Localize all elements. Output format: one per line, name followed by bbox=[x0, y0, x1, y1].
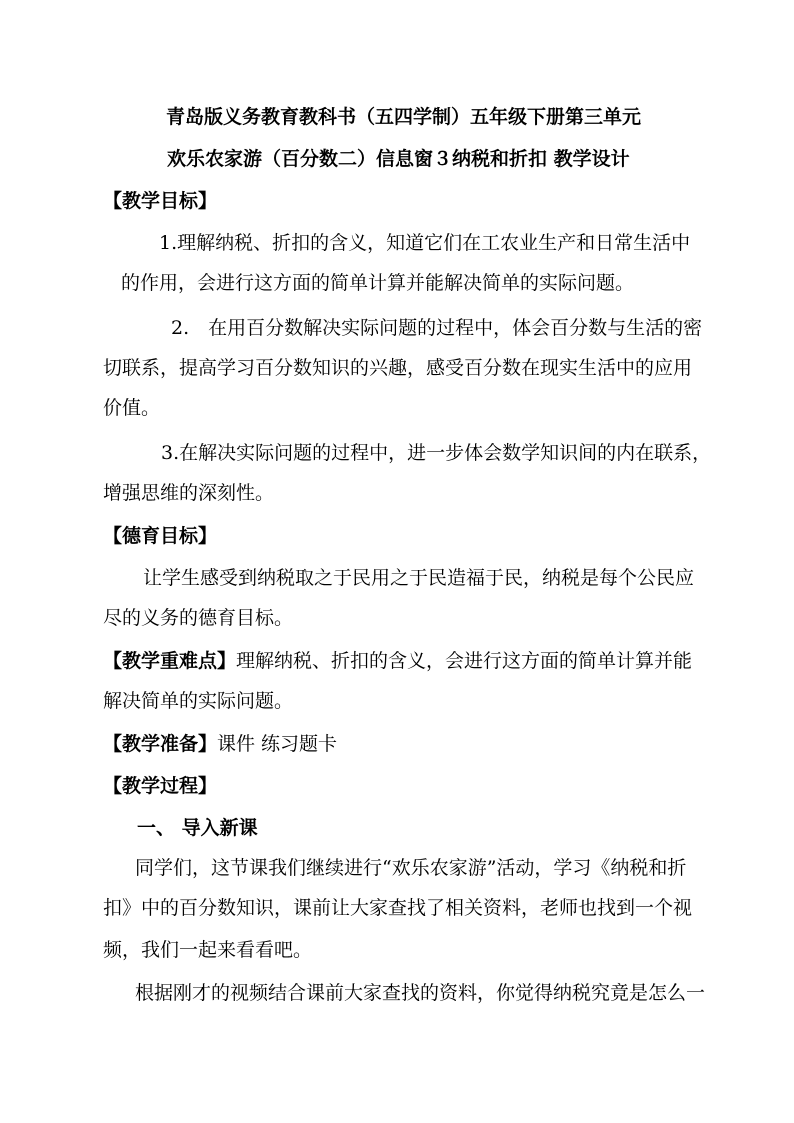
goal2-line3: 价值。 bbox=[103, 397, 161, 419]
key-points-line2: 解决简单的实际问题。 bbox=[103, 690, 294, 712]
preparation-text: 课件 练习题卡 bbox=[217, 733, 338, 755]
goal2-line1: 2. 在用百分数解决实际问题的过程中，体会百分数与生活的密 bbox=[171, 317, 703, 339]
para1-line1: 同学们，这节课我们继续进行“欢乐农家游”活动，学习《纳税和折 bbox=[135, 857, 687, 879]
doc-title-line1: 青岛版义务教育教科书（五四学制）五年级下册第三单元 bbox=[166, 106, 642, 128]
moral-line1: 让学生感受到纳税取之于民用之于民造福于民，纳税是每个公民应 bbox=[143, 567, 695, 589]
doc-title-line2: 欢乐农家游（百分数二）信息窗３纳税和折扣 教学设计 bbox=[167, 148, 630, 170]
goal3-line2: 增强思维的深刻性。 bbox=[103, 482, 275, 504]
goal1-line2: 的作用，会进行这方面的简单计算并能解决简单的实际问题。 bbox=[121, 272, 635, 294]
para1-line3: 频，我们一起来看看吧。 bbox=[103, 939, 313, 961]
step1-heading: 一、 导入新课 bbox=[137, 817, 258, 839]
preparation-line bbox=[103, 732, 337, 756]
goal1-line1: 1.理解纳税、折扣的含义，知道它们在工农业生产和日常生活中 bbox=[159, 232, 691, 254]
para1-line2: 扣》中的百分数知识，课前让大家查找了相关资料，老师也找到一个视 bbox=[103, 897, 693, 919]
moral-heading: 【德育目标】 bbox=[103, 525, 218, 547]
key-points-text: 理解纳税、折扣的含义，会进行这方面的简单计算并能 bbox=[236, 650, 693, 672]
key-points-line1 bbox=[103, 649, 692, 673]
goal3-line1: 3.在解决实际问题的过程中，进一步体会数学知识间的内在联系， bbox=[161, 442, 712, 464]
goals-heading: 【教学目标】 bbox=[103, 190, 218, 212]
moral-line2: 尽的义务的德育目标。 bbox=[103, 607, 294, 629]
key-points-heading: 【教学重难点】 bbox=[103, 650, 237, 672]
goal2-line2: 切联系，提高学习百分数知识的兴趣，感受百分数在现实生活中的应用 bbox=[103, 357, 693, 379]
process-heading: 【教学过程】 bbox=[103, 775, 218, 797]
para2-line1: 根据刚才的视频结合课前大家查找的资料，你觉得纳税究竟是怎么一 bbox=[135, 982, 706, 1004]
preparation-heading: 【教学准备】 bbox=[103, 733, 218, 755]
